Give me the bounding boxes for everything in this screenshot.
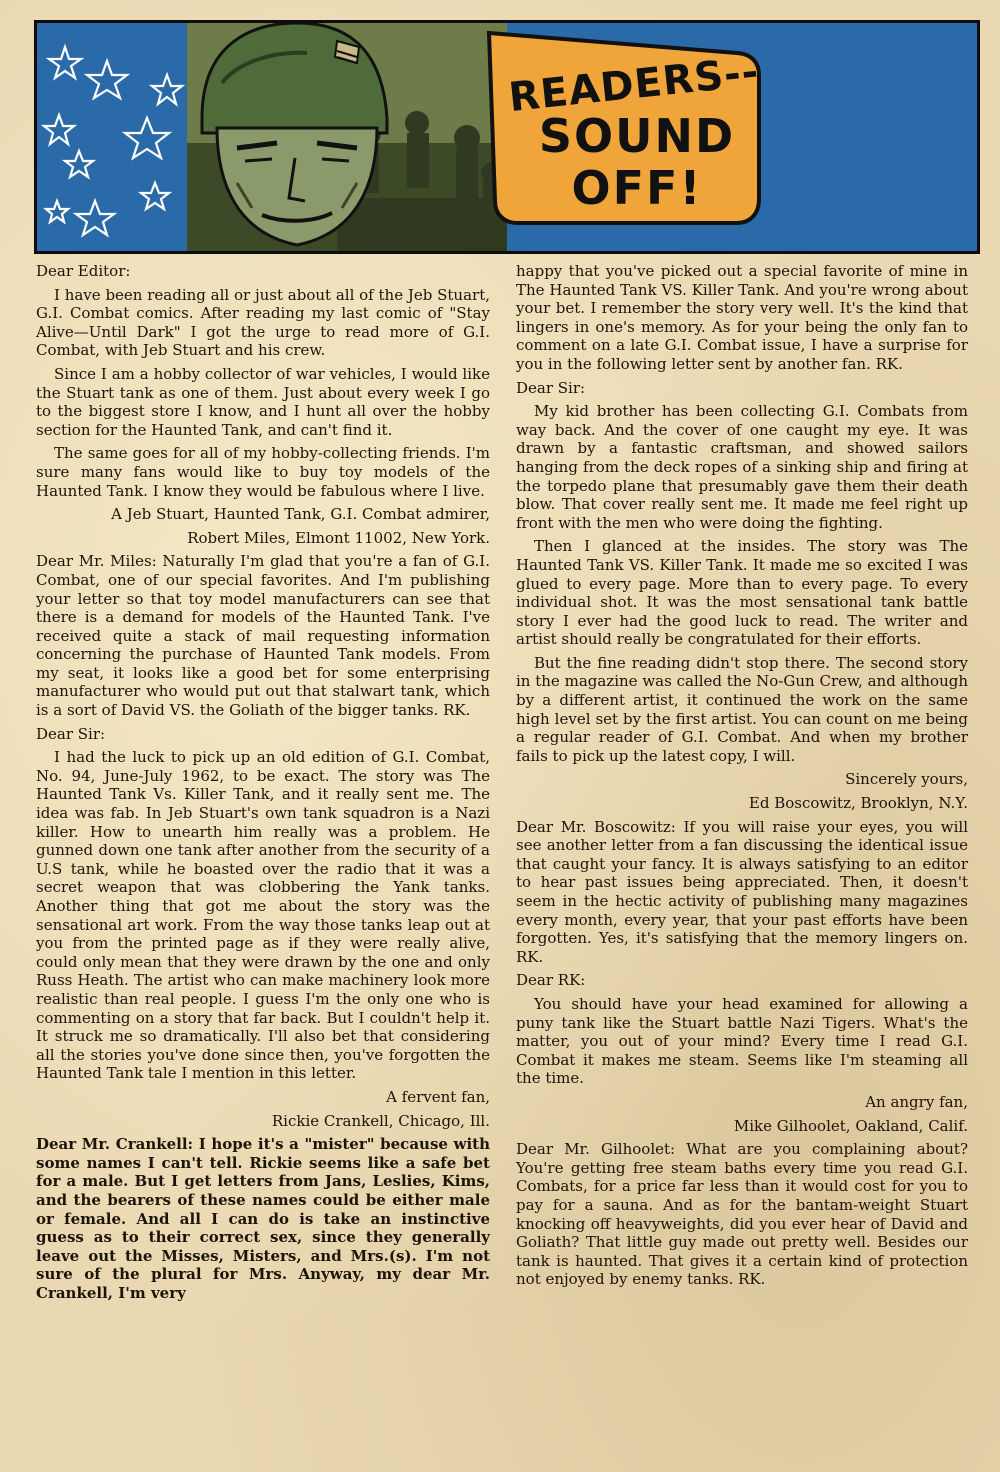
letter2-paragraph: I had the luck to pick up an old edition of G.I. Combat, No. 94, June-July 1962, to be exact. The story was The Haunted Tank Vs. Killer Tank, and it really sent me. The idea was fab. In Jeb Stuart's own tank squadron is a Nazi killer. How to unearth him really was a problem. He gunned down one tank after another from the security of a U.S tank, while he boasted over the radio that it was a secret weapon that was clobbering the Yank tanks. Another thing that got me about the story was the sensational art work. From the way those tanks leap out at you from the printed page as if they were really alive, could only mean that they were drawn by the one and only Russ Heath. The artist who can make machinery look more realistic than real people. I guess I'm the only one who is commenting on a story that far back. But I couldn't help it. It struck me so dramatically. I'll also bet that considering all the stories you've done since then, you've forgotten the Haunted Tank tale I mention in this letter.	[36, 748, 490, 1083]
banner-title	[506, 48, 767, 215]
reply4-text: Dear Mr. Gilhoolet: What are you complaining about? You're getting free steam baths every time you read G.I. Combats, for a price far less than it would cost for you to pay for a sauna. And as for the bantam-weight Stuart knocking off heavyweights, did you ever hear of David and Goliath? That little guy made out pretty well. Besides our tank is haunted. That gives it a certain kind of protection not enjoyed by enemy tanks. RK.	[516, 1140, 968, 1289]
letter2-signature-line1: A fervent fan,	[386, 1087, 490, 1106]
letter1-paragraph: I have been reading all or just about all of the Jeb Stuart, G.I. Combat comics. After reading my last comic of "Stay Alive—Until Dark" I got the urge to read more of G.I. Combat, with Jeb Stuart and his crew.	[36, 285, 490, 360]
letter4-salutation: Dear RK:	[516, 971, 586, 990]
banner-title-line3: OFF!	[571, 161, 703, 215]
letter1-signature-line1: A Jeb Stuart, Haunted Tank, G.I. Combat admirer,	[111, 505, 490, 524]
letter3-paragraph: My kid brother has been collecting G.I. Combats from way back. And the cover of one caught my eye. It was drawn by a fantastic craftsman, and showed sailors hanging from the deck ropes of a sinking ship and firing at the torpedo plane that presumably gave them their death blow. That cover really sent me. It made me feel right up front with the men who were doing the fighting.	[516, 402, 968, 532]
letter4-signature-line2: Mike Gilhoolet, Oakland, Calif.	[733, 1116, 968, 1135]
reply2-continuation: happy that you've picked out a special favorite of mine in The Haunted Tank VS. Killer Tank. And you're wrong about your bet. I remember the story very well. It's the kind that lingers in one's memory. As for your being the only fan to comment on a late G.I. Combat issue, I have a surprise for you in the following letter sent by another fan. RK.	[516, 262, 968, 373]
banner-title-line2: SOUND	[538, 109, 736, 163]
soldier-illustration-icon	[187, 23, 507, 251]
letter1-paragraph: The same goes for all of my hobby-collecting friends. I'm sure many fans would like to buy toy models of the Haunted Tank. I know they would be fabulous where I live.	[36, 444, 490, 500]
stars-left-icon	[44, 47, 182, 235]
reply1-text: Dear Mr. Miles: Naturally I'm glad that you're a fan of G.I. Combat, one of our special favorites. And I'm publishing your letter so that toy model manufacturers can see that there is a demand for models of the Haunted Tank. I've received quite a stack of mail requesting information concerning the purchase of Haunted Tank models. From my seat, it looks like a good bet for some enterprising manufacturer who would put out that stalwart tank, which is a sort of David VS. the Goliath of the bigger tanks. RK.	[36, 552, 490, 720]
left-column	[36, 262, 490, 1307]
letter4-paragraph: You should have your head examined for allowing a puny tank like the Stuart battle Nazi Tigers. What's the matter, you out of your mind? Every time I read G.I. Combat it makes me steam. Seems like I'm steaming all the time.	[516, 994, 968, 1088]
sound-off-banner	[34, 20, 980, 254]
letter3-paragraph: But the fine reading didn't stop there. The second story in the magazine was called the No-Gun Crew, and although by a different artist, it continued the work on the same high level set by the first artist. You can count on me being a regular reader of G.I. Combat. And when my brother fails to pick up the latest copy, I will.	[516, 653, 968, 765]
letter1-paragraph: Since I am a hobby collector of war vehicles, I would like the Stuart tank as one of them. Just about every week I go to the biggest store I know, and I hunt all over the hobby section for the Haunted Tank, and can't find it.	[36, 364, 490, 439]
reply3-text: Dear Mr. Boscowitz: If you will raise your eyes, you will see another letter from a fan discussing the identical issue that caught your fancy. It is always satisfying to an editor to hear past issues being appreciated. Then, it doesn't seem in the hectic activity of publishing many magazines every month, every year, that your past efforts have been forgotten. Yes, it's satisfying that the memory lingers on. RK.	[516, 817, 968, 966]
letter3-paragraph: Then I glanced at the insides. The story was The Haunted Tank VS. Killer Tank. It made me so excited I was glued to every page. More than to every page. To every individual shot. It was the most sensational tank battle story I ever had the good luck to read. The writer and artist should really be congratulated for their efforts.	[516, 537, 968, 649]
letter4-signature-line1: An angry fan,	[865, 1092, 968, 1111]
letter3-signature-line1: Sincerely yours,	[845, 770, 968, 789]
letter2-salutation: Dear Sir:	[36, 724, 106, 743]
letter3-signature-line2: Ed Boscowitz, Brooklyn, N.Y.	[748, 794, 968, 813]
letter1-signature-line2: Robert Miles, Elmont 11002, New York.	[187, 528, 490, 547]
letter1-salutation: Dear Editor:	[36, 262, 131, 280]
letter2-signature-line2: Rickie Crankell, Chicago, Ill.	[271, 1111, 490, 1130]
right-column	[516, 262, 968, 1294]
banner-title-line1: READERS--	[506, 48, 762, 122]
reply2-text: Dear Mr. Crankell: I hope it's a "mister" because with some names I can't tell. Rickie seems like a safe bet for a male. But I get letters from Jans, Leslies, Kims, and the bearers of these names could be either male or female. And all I can do is take an instinctive guess as to their correct sex, since they generally leave out the Misses, Misters, and Mrs.(s). I'm not sure of the plural for Mrs. Anyway, my dear Mr. Crankell, I'm very	[36, 1135, 490, 1302]
letter3-salutation: Dear Sir:	[516, 378, 586, 397]
